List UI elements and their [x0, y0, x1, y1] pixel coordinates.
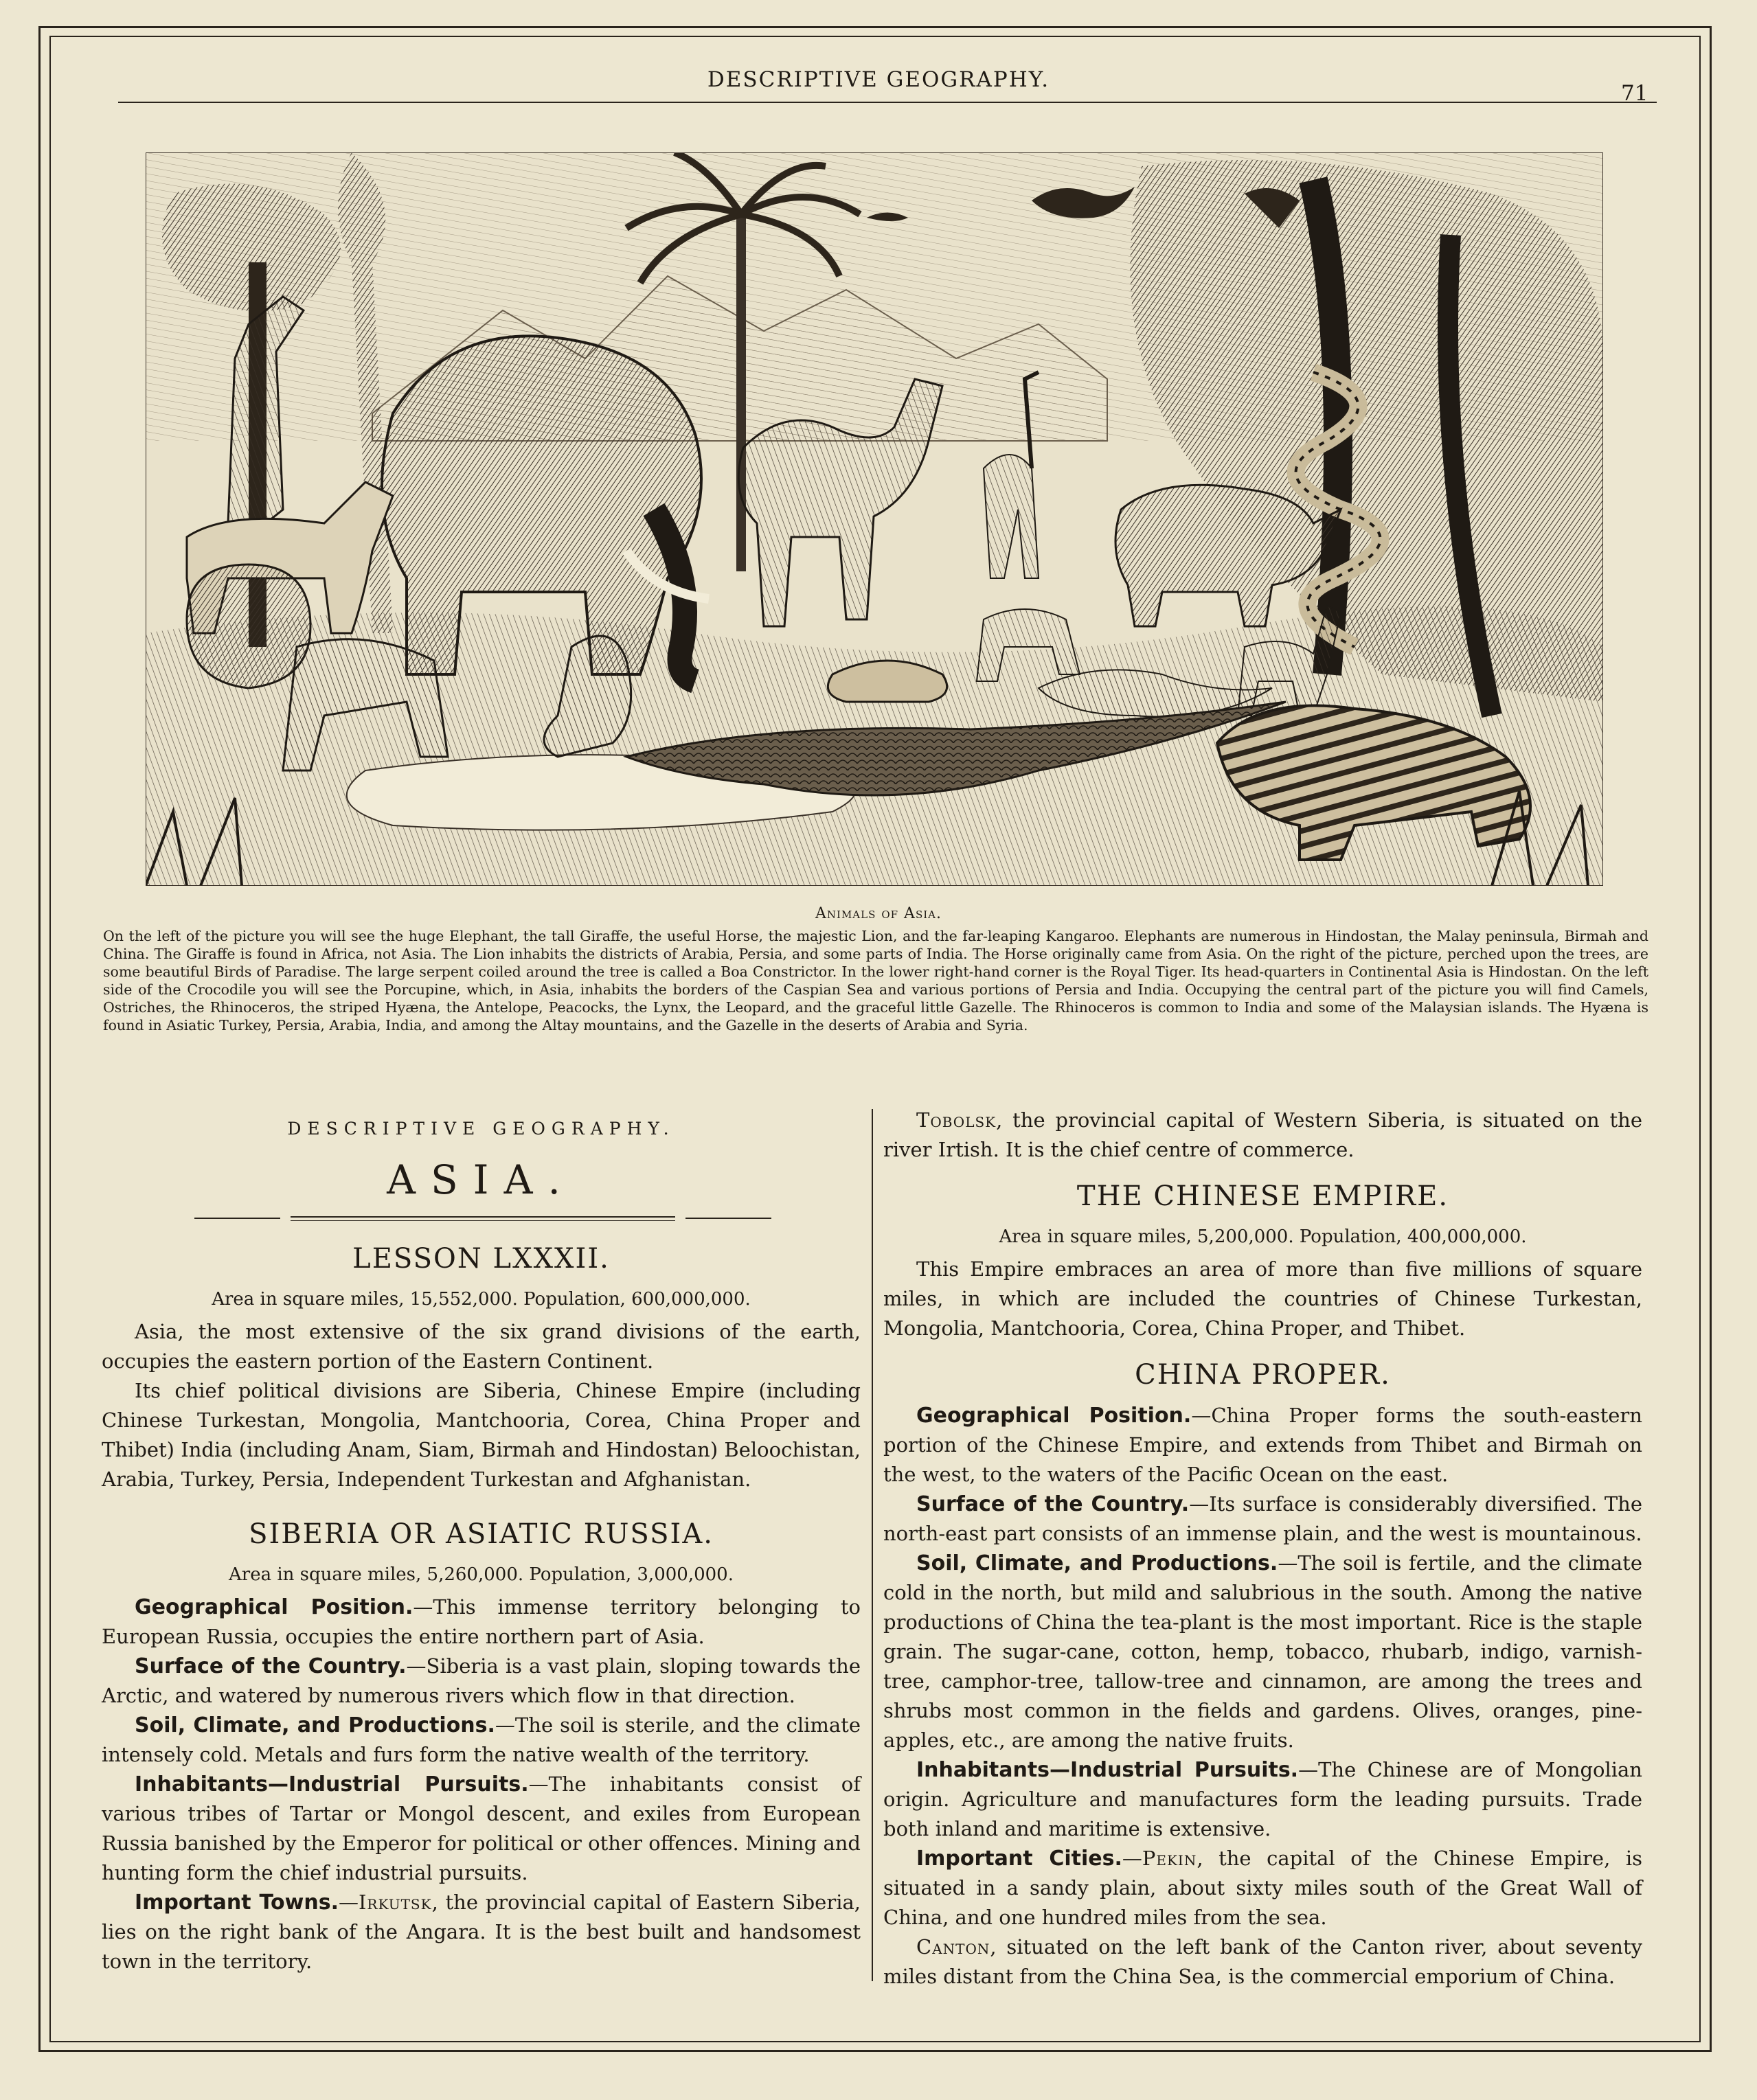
- figure-description: [103, 927, 1648, 1034]
- figure-caption: Animals of Asia.: [815, 905, 942, 922]
- siberia-inhabitants-paragraph: [102, 1770, 861, 1888]
- pekin-name: Pekin: [1142, 1847, 1197, 1870]
- china-cities-heading: Important Cities.: [916, 1847, 1122, 1871]
- china-cities-dash: —: [1122, 1847, 1142, 1870]
- siberia-soil-paragraph: [102, 1711, 861, 1770]
- figure-description-text: On the left of the picture you will see the huge Elephant, the tall Giraffe, the useful Horse, the majestic Lion, and the far-leaping Kangaroo. Elephants are numerous in Hindostan, the Malay peninsula, Birmah and China. The Giraffe is found in Africa, not Asia. The Lion inhabits the districts of Arabia, Persia, and some parts of India. The Horse originally came from Asia. On the right of the picture, perched upon the trees, are some beautiful Birds of Paradise. The large serpent coiled around the tree is called a Boa Constrictor. In the lower right-hand corner is the Royal Tiger. Its head-quarters in Continental Asia is Hindostan. On the left side of the Crocodile you will see the Porcupine, which, in Asia, inhabits the borders of the Caspian Sea and various portions of Persia and India. Occupying the central part of the picture you will find Camels, Ostriches, the Rhinoceros, the striped Hyæna, the Antelope, Peacocks, the Lynx, the Leopard, and the graceful little Gazelle. The Rhinoceros is common to India and some of the Malaysian islands. The Hyæna is found in Asiatic Turkey, Persia, Arabia, India, and among the Altay mountains, and the Gazelle in the deserts of Arabia and Syria.: [103, 928, 1648, 1034]
- china-soil-text: —The soil is fertile, and the climate cold in the north, but mild and salubrious in the south. Among the native productions of China the tea-plant is the most important. Rice is the staple grain. The sugar-cane, cotton, hemp, tobacco, rhubarb, indigo, varnish-tree, camphor-tree, tallow-tree and cinnamon, are among the trees and shrubs most common in the fields and gardens. Olives, oranges, pine-apples, etc., are among the native fruits.: [883, 1551, 1642, 1752]
- china-surface-paragraph: [883, 1490, 1642, 1549]
- animals-of-asia-engraving: [146, 152, 1603, 886]
- siberia-title: SIBERIA OR ASIATIC RUSSIA.: [249, 1518, 714, 1550]
- tobolsk-paragraph: [883, 1106, 1642, 1165]
- china-surface-heading: Surface of the Country.: [916, 1492, 1190, 1516]
- china-soil-heading: Soil, Climate, and Productions.: [916, 1551, 1278, 1575]
- right-column: [883, 1106, 1642, 1991]
- section-kicker: DESCRIPTIVE GEOGRAPHY.: [287, 1119, 675, 1139]
- asia-divisions-paragraph: Its chief political divisions are Siberia, Chinese Empire (including Chinese Turkestan, Mongolia, Mantchooria, Corea, China Proper and Thibet) India (including Anam, Siam, Birmah and Hindostan) Beloochistan, Arabia, Turkey, Persia, Independent Turkestan and Afghanistan.: [102, 1379, 861, 1491]
- header-rule: [118, 102, 1657, 103]
- china-cities-paragraph: [883, 1844, 1642, 1932]
- canton-name: Canton: [916, 1935, 990, 1959]
- canton-paragraph: [883, 1932, 1642, 1991]
- siberia-surface-heading: Surface of the Country.: [135, 1654, 407, 1678]
- chinese-empire-area-line: Area in square miles, 5,200,000. Population, 400,000,000.: [999, 1226, 1527, 1247]
- china-inhabitants-paragraph: [883, 1755, 1642, 1844]
- china-soil-paragraph: [883, 1549, 1642, 1755]
- siberia-surface-text: —Siberia is a vast plain, sloping towards the Arctic, and watered by numerous rivers which flow in that direction.: [102, 1654, 861, 1707]
- page-number: 71: [1621, 81, 1648, 106]
- asia-intro-paragraph: Asia, the most extensive of the six grand divisions of the earth, occupies the eastern portion of the Eastern Continent.: [102, 1320, 861, 1373]
- siberia-position-text: —This immense territory belonging to European Russia, occupies the entire northern part of Asia.: [102, 1595, 861, 1648]
- china-inhabitants-text: —The Chinese are of Mongolian origin. Agriculture and manufactures form the leading pursuits. Trade both inland and maritime is extensive.: [883, 1758, 1642, 1840]
- pekin-text: , the capital of the Chinese Empire, is situated in a sandy plain, about sixty miles south of the Great Wall of China, and one hundred miles from the sea.: [883, 1847, 1642, 1929]
- siberia-soil-text: —The soil is sterile, and the climate intensely cold. Metals and furs form the native wealth of the territory.: [102, 1713, 861, 1766]
- siberia-towns-paragraph: [102, 1888, 861, 1976]
- chinese-empire-title: THE CHINESE EMPIRE.: [1076, 1180, 1449, 1212]
- siberia-soil-heading: Soil, Climate, and Productions.: [135, 1713, 495, 1737]
- asia-title: ASIA.: [387, 1156, 576, 1203]
- column-divider: [872, 1109, 873, 1981]
- tobolsk-name: Tobolsk: [916, 1108, 997, 1132]
- left-column: [102, 1106, 861, 1976]
- siberia-position-heading: Geographical Position.: [135, 1595, 413, 1619]
- china-position-text: —China Proper forms the south-eastern portion of the Chinese Empire, and extends from Thibet and Birmah on the west, to the waters of the Pacific Ocean on the east.: [883, 1404, 1642, 1486]
- siberia-position-paragraph: [102, 1593, 861, 1652]
- tobolsk-text: , the provincial capital of Western Siberia, is situated on the river Irtish. It is the chief centre of commerce.: [883, 1108, 1642, 1161]
- lion: [187, 564, 310, 688]
- chinese-empire-paragraph: This Empire embraces an area of more than five millions of square miles, in which are included the countries of Chinese Turkestan, Mongolia, Mantchooria, Corea, China Proper, and Thibet.: [883, 1257, 1642, 1340]
- china-inhabitants-heading: Inhabitants—Industrial Pursuits.: [916, 1758, 1299, 1782]
- asia-area-line: Area in square miles, 15,552,000. Population, 600,000,000.: [212, 1289, 751, 1310]
- canton-text: , situated on the left bank of the Canton river, about seventy miles distant from the China Sea, is the commercial emporium of China.: [883, 1935, 1642, 1988]
- china-position-heading: Geographical Position.: [916, 1404, 1192, 1428]
- siberia-inhabitants-text: —The inhabitants consist of various tribes of Tartar or Mongol descent, and exiles from European Russia banished by the Emperor for political or other offences. Mining and hunting form the chief industrial pursuits.: [102, 1772, 861, 1884]
- lesson-title: LESSON LXXXII.: [352, 1243, 610, 1275]
- china-position-paragraph: [883, 1401, 1642, 1490]
- china-proper-title: CHINA PROPER.: [1135, 1359, 1391, 1391]
- siberia-towns-dash: —: [338, 1891, 359, 1914]
- irkutsk-text: , the provincial capital of Eastern Siberia, lies on the right bank of the Angara. It is the best built and handsomest town in the territory.: [102, 1891, 861, 1973]
- siberia-inhabitants-heading: Inhabitants—Industrial Pursuits.: [135, 1772, 529, 1796]
- running-title: DESCRIPTIVE GEOGRAPHY.: [707, 67, 1050, 92]
- irkutsk-name: Irkutsk: [358, 1891, 432, 1914]
- siberia-towns-heading: Important Towns.: [135, 1891, 339, 1915]
- china-surface-text: —Its surface is considerably diversified. The north-east part consists of an immense plain, and the west is mountainous.: [883, 1492, 1642, 1545]
- siberia-surface-paragraph: [102, 1652, 861, 1711]
- siberia-area-line: Area in square miles, 5,260,000. Population, 3,000,000.: [229, 1564, 734, 1585]
- title-rules: [102, 1204, 861, 1227]
